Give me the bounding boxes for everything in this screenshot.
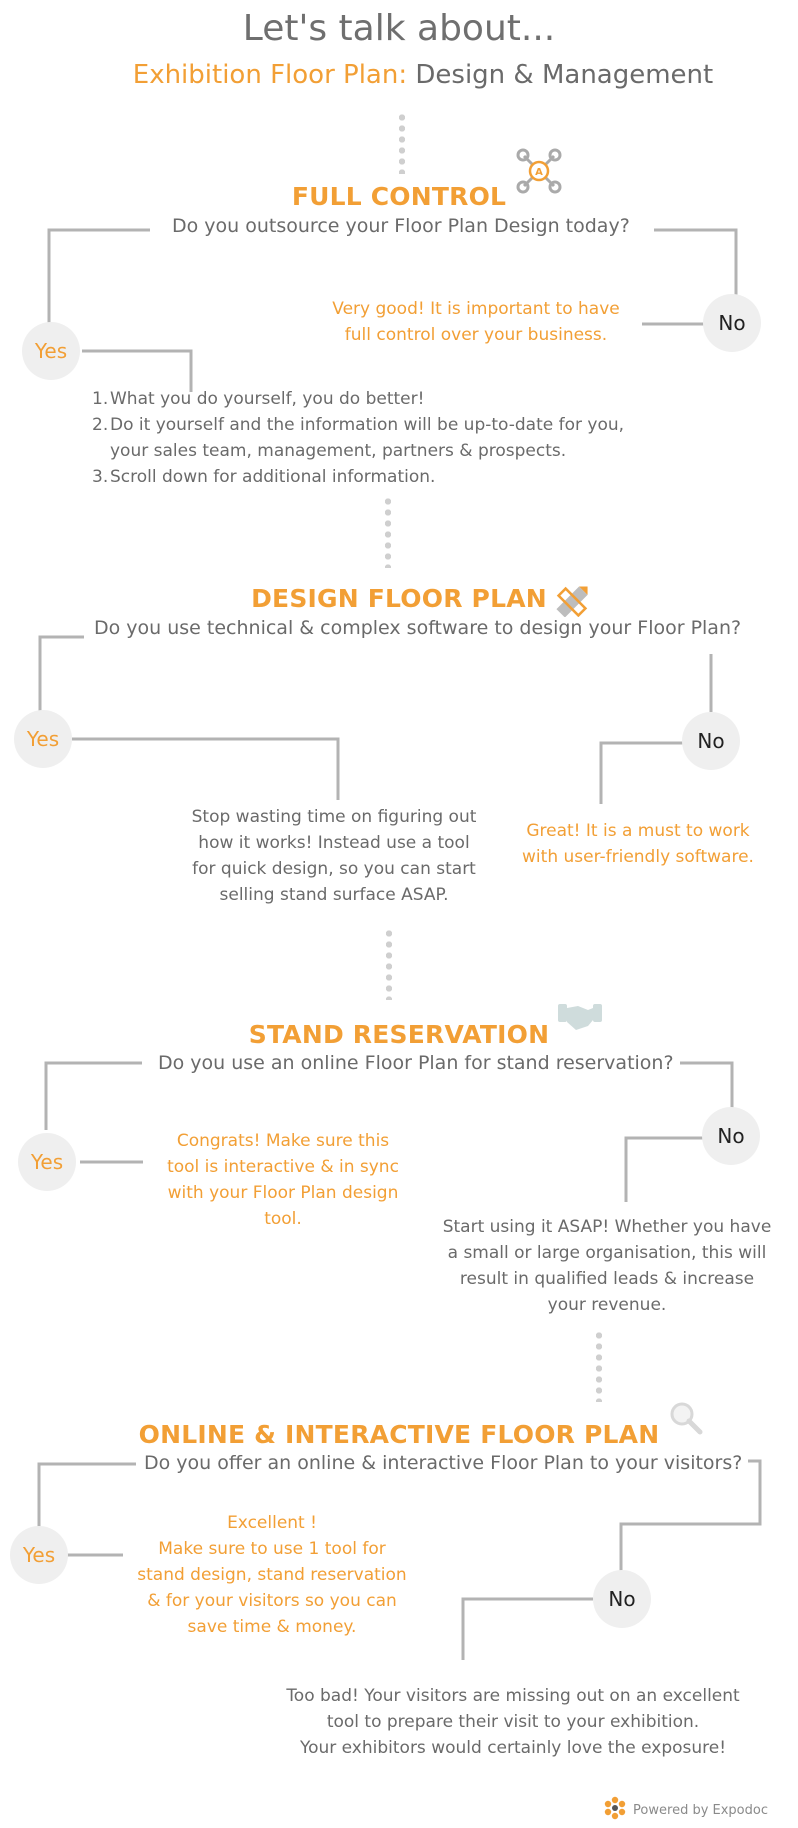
list-number: 3. bbox=[92, 467, 109, 487]
answer-line: how it works! Instead use a tool bbox=[198, 833, 470, 853]
list-text: your sales team, management, partners & prospects. bbox=[110, 441, 567, 461]
yes-button-online-interactive[interactable] bbox=[10, 1526, 68, 1584]
list-item bbox=[92, 464, 652, 490]
subtitle-rest: Design & Management bbox=[415, 60, 714, 90]
footer bbox=[603, 1796, 768, 1824]
yes-label: Yes bbox=[34, 339, 68, 363]
answer-line: a small or large organisation, this will bbox=[447, 1243, 767, 1263]
answer-line: Congrats! Make sure this bbox=[176, 1131, 390, 1151]
answer-line: with your Floor Plan design bbox=[167, 1183, 399, 1203]
answer-line: stand design, stand reservation bbox=[137, 1565, 407, 1585]
answer-line: Very good! It is important to have bbox=[332, 299, 620, 319]
yes-label: Yes bbox=[26, 727, 60, 751]
question-stand-reservation: Do you use an online Floor Plan for stand reservation? bbox=[152, 1052, 680, 1074]
answer-line: tool to prepare their visit to your exhibition. bbox=[326, 1712, 700, 1732]
section-title-online-interactive: ONLINE & INTERACTIVE FLOOR PLAN bbox=[138, 1420, 660, 1449]
answer-line: selling stand surface ASAP. bbox=[219, 885, 449, 905]
answer-line: Too bad! Your visitors are missing out on an excellent bbox=[286, 1686, 740, 1706]
answer-line: full control over your business. bbox=[344, 325, 608, 345]
section-title-stand-reservation: STAND RESERVATION bbox=[248, 1020, 550, 1049]
answer-line: tool is interactive & in sync bbox=[167, 1157, 399, 1177]
no-button-online-interactive[interactable] bbox=[593, 1570, 651, 1628]
yes-answer-online-interactive bbox=[122, 1510, 422, 1640]
yes-answer-full-control bbox=[92, 386, 652, 490]
expodoc-logo-icon bbox=[603, 1796, 627, 1824]
list-text: Scroll down for additional information. bbox=[110, 467, 436, 487]
dotted-connector bbox=[385, 496, 391, 568]
page-subtitle bbox=[0, 60, 798, 90]
answer-line: Your exhibitors would certainly love the exposure! bbox=[299, 1738, 727, 1758]
answer-line: Great! It is a must to work bbox=[526, 821, 750, 841]
no-button-stand-reservation[interactable] bbox=[702, 1107, 760, 1165]
no-answer-stand-reservation bbox=[430, 1214, 784, 1318]
no-label: No bbox=[608, 1587, 636, 1611]
page-title: Let's talk about... bbox=[242, 8, 556, 49]
answer-line: Make sure to use 1 tool for bbox=[158, 1539, 386, 1559]
section-title-full-control: FULL CONTROL bbox=[291, 182, 507, 211]
question-design-floor-plan: Do you use technical & complex software to design your Floor Plan? bbox=[88, 617, 747, 639]
question-full-control: Do you outsource your Floor Plan Design today? bbox=[166, 215, 636, 237]
no-button-design-floor-plan[interactable] bbox=[682, 712, 740, 770]
footer-text[interactable]: Powered by Expodoc bbox=[633, 1802, 768, 1818]
answer-line: result in qualified leads & increase bbox=[459, 1269, 755, 1289]
answer-line: for quick design, so you can start bbox=[192, 859, 476, 879]
list-number: 1. bbox=[92, 389, 109, 409]
list-item bbox=[92, 438, 652, 464]
question-online-interactive: Do you offer an online & interactive Floor Plan to your visitors? bbox=[138, 1452, 748, 1474]
dotted-connector bbox=[386, 928, 392, 1000]
no-label: No bbox=[697, 729, 725, 753]
yes-answer-stand-reservation bbox=[148, 1128, 418, 1232]
answer-line: & for your visitors so you can bbox=[147, 1591, 397, 1611]
answer-line: with user-friendly software. bbox=[522, 847, 754, 867]
yes-label: Yes bbox=[30, 1150, 64, 1174]
answer-line: Start using it ASAP! Whether you have bbox=[442, 1217, 772, 1237]
answer-line: Excellent ! bbox=[227, 1513, 317, 1533]
no-button-full-control[interactable] bbox=[703, 294, 761, 352]
answer-line: save time & money. bbox=[187, 1617, 357, 1637]
answer-line: Stop wasting time on figuring out bbox=[191, 807, 477, 827]
list-number bbox=[92, 438, 108, 464]
list-number: 2. bbox=[92, 415, 109, 435]
no-answer-full-control bbox=[318, 296, 634, 348]
dotted-connector bbox=[596, 1330, 602, 1402]
no-answer-design-floor-plan bbox=[506, 818, 770, 870]
yes-answer-design-floor-plan bbox=[184, 804, 484, 908]
list-item bbox=[92, 412, 652, 438]
list-text: What you do yourself, you do better! bbox=[110, 389, 425, 409]
yes-button-stand-reservation[interactable] bbox=[18, 1133, 76, 1191]
section-title-design-floor-plan: DESIGN FLOOR PLAN bbox=[251, 584, 547, 613]
svg-text:A: A bbox=[535, 167, 543, 178]
answer-line: tool. bbox=[264, 1209, 302, 1229]
answer-line: your revenue. bbox=[547, 1295, 667, 1315]
no-label: No bbox=[718, 311, 746, 335]
yes-button-design-floor-plan[interactable] bbox=[14, 710, 72, 768]
dotted-connector bbox=[399, 112, 405, 174]
yes-button-full-control[interactable] bbox=[22, 322, 80, 380]
list-text: Do it yourself and the information will be up-to-date for you, bbox=[110, 415, 625, 435]
no-label: No bbox=[717, 1124, 745, 1148]
yes-label: Yes bbox=[22, 1543, 56, 1567]
subtitle-accent: Exhibition Floor Plan: bbox=[132, 60, 408, 90]
list-item bbox=[92, 386, 652, 412]
no-answer-online-interactive bbox=[270, 1683, 756, 1761]
